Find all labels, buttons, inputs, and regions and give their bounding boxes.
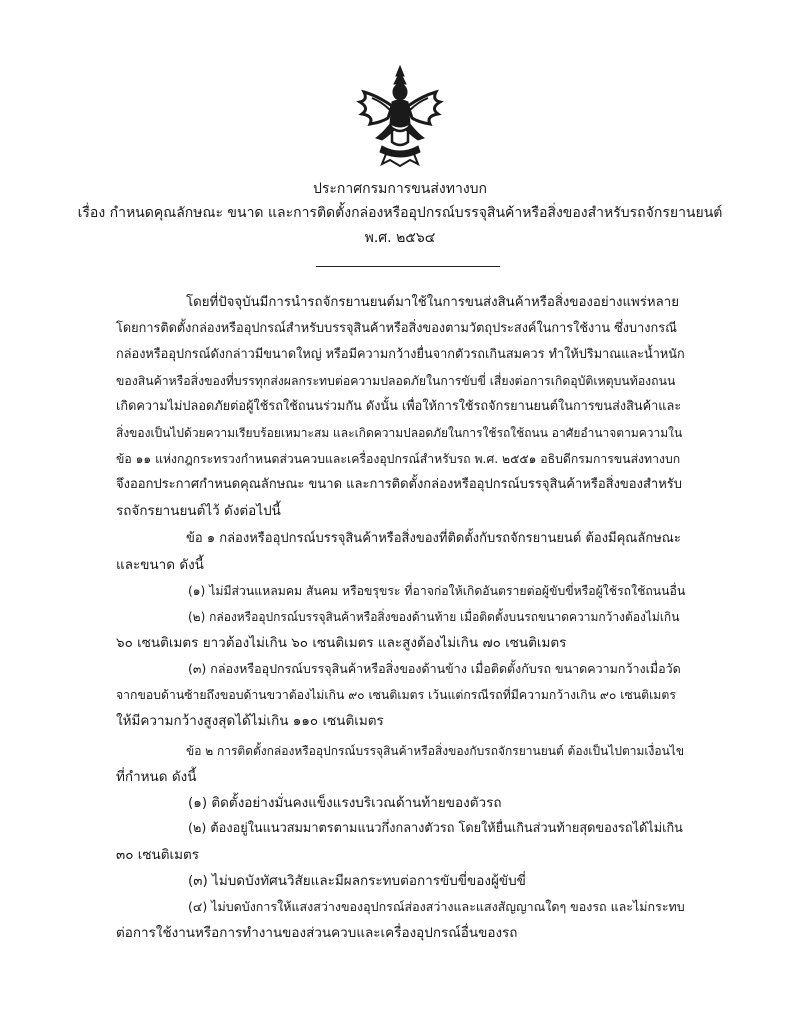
clause-2-intro: ข้อ ๒ การติดตั้งกล่องหรืออุปกรณ์บรรจุสินค้าหรือสิ่งของกับรถจักรยานยนต์ ต้องเป็นไปตามเงื่อนไข [186, 744, 685, 758]
preamble-line: รถจักรยานยนต์ไว้ ดังต่อไปนี้ [116, 503, 281, 519]
clause-1-item-1: (๑) ไม่มีส่วนแหลมคม สันคม หรือขรุขระ ที่อาจก่อให้เกิดอันตรายต่อผู้ขับขี่หรือผู้ใช้รถใช้ถนนอื่น [188, 584, 686, 598]
preamble-line: จึงออกประกาศกำหนดคุณลักษณะ ขนาด และการติดตั้งกล่องหรืออุปกรณ์บรรจุสินค้าหรือสิ่งของสำหรับ [116, 477, 683, 492]
clause-1-item-2: ๖๐ เซนติเมตร ยาวต้องไม่เกิน ๖๐ เซนติเมตร และสูงต้องไม่เกิน ๗๐ เซนติเมตร [116, 635, 567, 651]
preamble-line: โดยการติดตั้งกล่องหรืออุปกรณ์สำหรับบรรจุสินค้าหรือสิ่งของตามวัตถุประสงค์ในการใช้งาน ซึ่งบางกรณี [116, 321, 677, 336]
clause-1-intro: และขนาด ดังนี้ [116, 557, 204, 573]
preamble-line: กล่องหรืออุปกรณ์ดังกล่าวมีขนาดใหญ่ หรือมีความกว้างยื่นจากตัวรถเกินสมควร ทำให้ปริมาณและน้ำหนัก [116, 347, 685, 362]
announcement-issuer: ประกาศกรมการขนส่งทางบก [312, 181, 488, 197]
clause-2-item-2: (๒) ต้องอยู่ในแนวสมมาตรตามแนวกึ่งกลางตัวรถ โดยให้ยื่นเกินส่วนท้ายสุดของรถได้ไม่เกิน [188, 821, 683, 836]
clause-2-item-3: (๓) ไม่บดบังทัศนวิสัยและมีผลกระทบต่อการขับขี่ของผู้ขับขี่ [188, 873, 526, 889]
preamble-line: เกิดความไม่ปลอดภัยต่อผู้ใช้รถใช้ถนนร่วมกัน ดังนั้น เพื่อให้การใช้รถจักรยานยนต์ในการขนส่งสินค้าและ [116, 399, 682, 414]
clause-2-item-2: ๓๐ เซนติเมตร [116, 847, 200, 863]
clause-2-item-1: (๑) ติดตั้งอย่างมั่นคงแข็งแรงบริเวณด้านท้ายของตัวรถ [188, 795, 502, 811]
preamble-line: ของสินค้าหรือสิ่งของที่บรรทุกส่งผลกระทบต่อความปลอดภัยในการขับขี่ เสี่ยงต่อการเกิดอุบัติเหตุบนท้องถนน [116, 374, 676, 388]
garuda-emblem-icon [352, 62, 448, 168]
preamble-line: ข้อ ๑๑ แห่งกฎกระทรวงกำหนดส่วนควบและเครื่องอุปกรณ์สำหรับรถ พ.ศ. ๒๕๕๑ อธิบดีกรมการขนส่งทางบก [116, 452, 681, 466]
clause-1-item-3: ให้มีความกว้างสูงสุดได้ไม่เกิน ๑๑๐ เซนติเมตร [116, 713, 384, 729]
announcement-subject: เรื่อง กำหนดคุณลักษณะ ขนาด และการติดตั้งกล่องหรืออุปกรณ์บรรจุสินค้าหรือสิ่งของสำหรับรถจักรยานยนต์ [77, 205, 723, 221]
preamble-line: โดยที่ปัจจุบันมีการนำรถจักรยานยนต์มาใช้ในการขนส่งสินค้าหรือสิ่งของอย่างแพร่หลาย [186, 295, 679, 310]
preamble-line: สิ่งของเป็นไปด้วยความเรียบร้อยเหมาะสม และเกิดความปลอดภัยในการใช้รถใช้ถนน อาศัยอำนาจตามความใน [116, 426, 683, 440]
clause-1-intro: ข้อ ๑ กล่องหรืออุปกรณ์บรรจุสินค้าหรือสิ่งของที่ติดตั้งกับรถจักรยานยนต์ ต้องมีคุณลักษณะ [186, 531, 681, 546]
clause-2-item-4: (๔) ไม่บดบังการให้แสงสว่างของอุปกรณ์ส่องสว่างและแสงสัญญาณใดๆ ของรถ และไม่กระทบ [188, 899, 685, 914]
clause-2-item-4: ต่อการใช้งานหรือการทำงานของส่วนควบและเครื่องอุปกรณ์อื่นของรถ [116, 925, 518, 941]
clause-1-item-2: (๒) กล่องหรืออุปกรณ์บรรจุสินค้าหรือสิ่งของด้านท้าย เมื่อติดตั้งบนรถขนาดความกว้างต้องไม่เกิน [188, 610, 680, 624]
heading-divider [316, 266, 500, 267]
clause-1-item-3: (๓) กล่องหรืออุปกรณ์บรรจุสินค้าหรือสิ่งของด้านข้าง เมื่อติดตั้งกับรถ ขนาดความกว้างเมื่อวัด [188, 661, 681, 676]
clause-1-item-3: จากขอบด้านซ้ายถึงขอบด้านขวาต้องไม่เกิน ๙๐ เซนติเมตร เว้นแต่กรณีรถที่มีความกว้างเกิน ๙๐ เซนติเมตร [116, 688, 676, 702]
clause-2-intro: ที่กำหนด ดังนี้ [116, 769, 197, 785]
announcement-year: พ.ศ. ๒๕๖๔ [364, 230, 436, 246]
